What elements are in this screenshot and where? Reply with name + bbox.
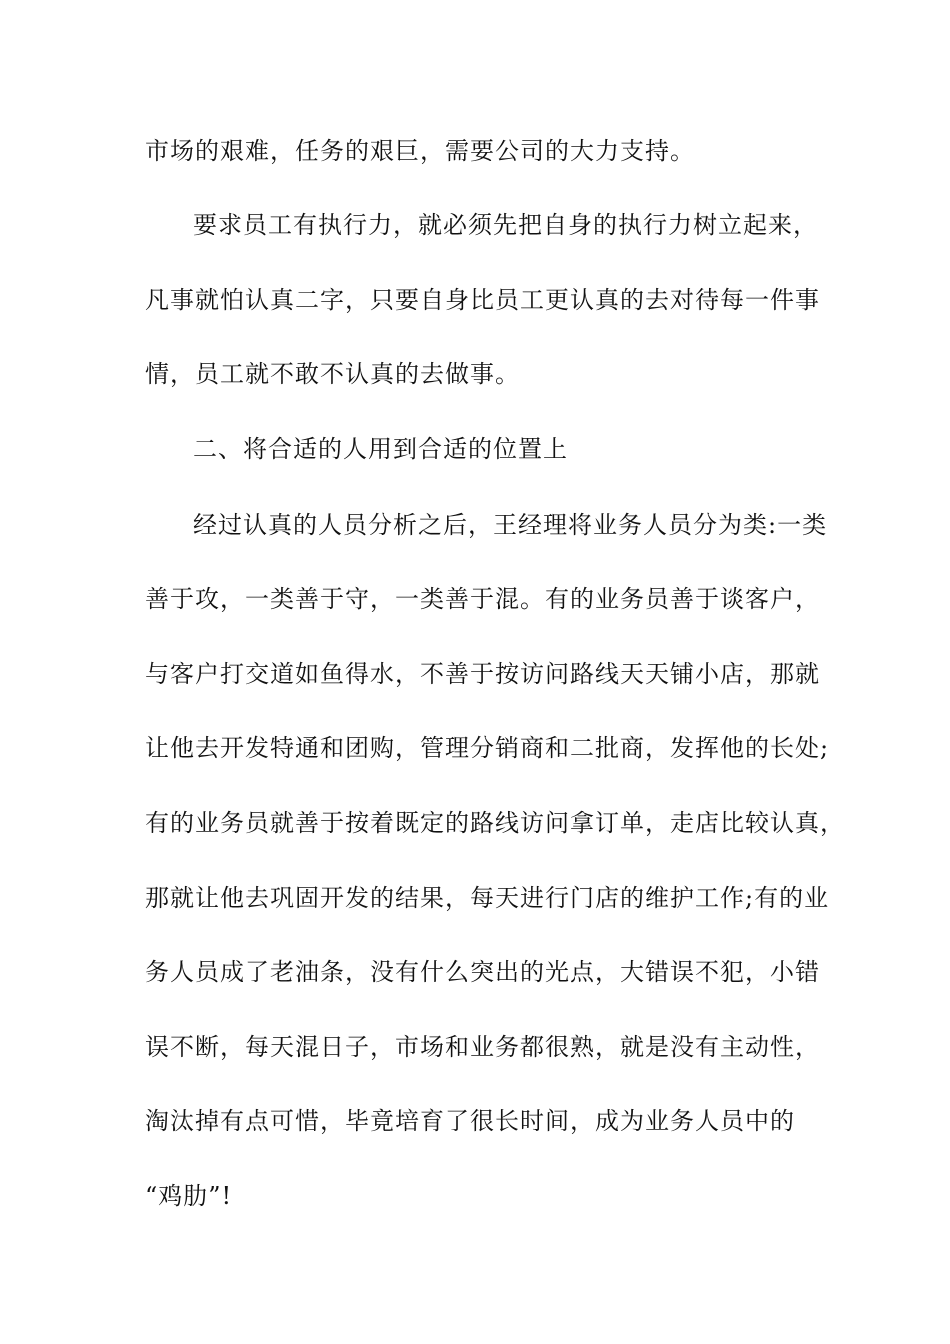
text-line: 凡事就怕认真二字，只要自身比员工更认真的去对待每一件事 bbox=[145, 286, 820, 314]
text-line: 让他去开发特通和团购，管理分销商和二批商，发挥他的长处; bbox=[145, 734, 830, 762]
text-line: “鸡肋”! bbox=[145, 1182, 233, 1210]
text-line: 市场的艰难，任务的艰巨，需要公司的大力支持。 bbox=[145, 137, 695, 165]
text-line: 情，员工就不敢不认真的去做事。 bbox=[145, 360, 520, 388]
text-line: 有的业务员就善于按着既定的路线访问拿订单，走店比较认真， bbox=[145, 809, 845, 837]
text-line: 善于攻，一类善于守，一类善于混。有的业务员善于谈客户， bbox=[145, 585, 820, 613]
text-line: 要求员工有执行力，就必须先把自身的执行力树立起来， bbox=[193, 211, 818, 239]
text-line: 误不断，每天混日子，市场和业务都很熟，就是没有主动性， bbox=[145, 1033, 820, 1061]
text-line: 淘汰掉有点可惜，毕竟培育了很长时间，成为业务人员中的 bbox=[145, 1107, 795, 1135]
section-heading: 二、将合适的人用到合适的位置上 bbox=[193, 435, 568, 463]
text-line: 务人员成了老油条，没有什么突出的光点，大错误不犯，小错 bbox=[145, 958, 820, 986]
text-line: 与客户打交道如鱼得水，不善于按访问路线天天铺小店，那就 bbox=[145, 660, 820, 688]
text-line: 经过认真的人员分析之后，王经理将业务人员分为类:一类 bbox=[193, 511, 828, 539]
text-line: 那就让他去巩固开发的结果，每天进行门店的维护工作;有的业 bbox=[145, 884, 830, 912]
